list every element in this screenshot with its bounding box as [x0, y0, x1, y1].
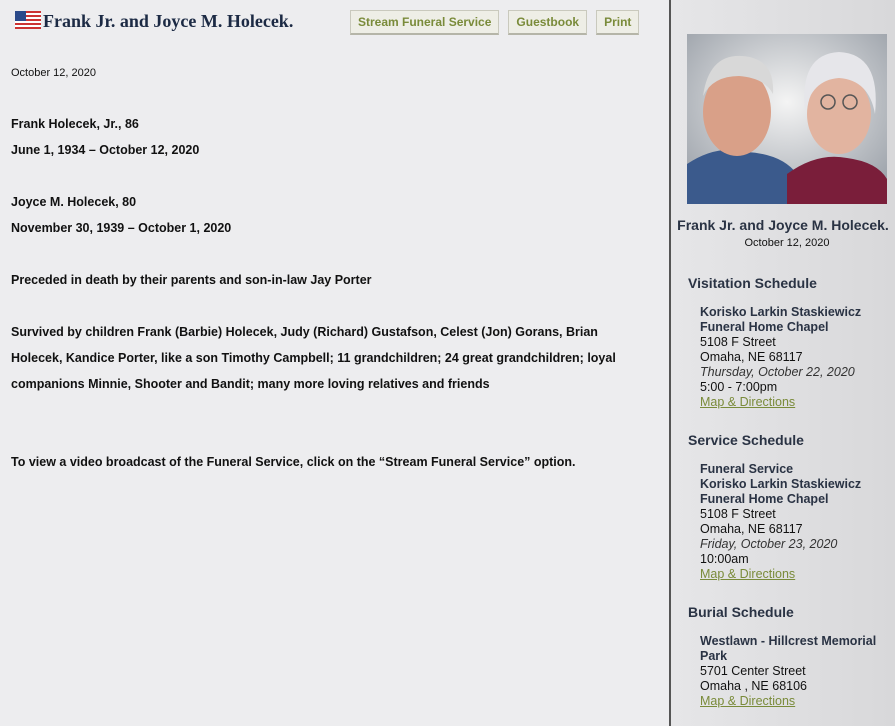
- photo-caption-name: Frank Jr. and Joyce M. Holecek.: [677, 217, 889, 233]
- print-button[interactable]: Print: [596, 10, 639, 35]
- survived-by: Survived by children Frank (Barbie) Holecek, Judy (Richard) Gustafson, Celest (Jon) Gorans, Brian Holecek, Kandice Porter, like a son Timothy Campbell; 11 grandchildren; 24 great grandchildren; loyal companions Minnie, Shooter and Bandit; many more loving relatives and friends: [11, 325, 616, 391]
- visitation-street: 5108 F Street: [700, 335, 776, 349]
- service-street: 5108 F Street: [700, 507, 776, 521]
- service-time: 10:00am: [700, 552, 749, 566]
- photo-caption-date: October 12, 2020: [744, 237, 830, 249]
- burial-heading: Burial Schedule: [688, 604, 794, 620]
- service-heading: Service Schedule: [688, 432, 804, 448]
- title-text: Frank Jr. and Joyce M. Holecek.: [43, 11, 294, 31]
- visitation-time: 5:00 - 7:00pm: [700, 380, 778, 394]
- stream-instructions: To view a video broadcast of the Funeral Service, click on the “Stream Funeral Service” option.: [11, 455, 576, 469]
- joyce-dates: November 30, 1939 – October 1, 2020: [11, 221, 232, 235]
- us-flag-icon: [15, 11, 41, 29]
- obituary-text: [11, 111, 651, 475]
- visitation-place: Korisko Larkin Staskiewicz Funeral Home Chapel: [700, 305, 862, 334]
- burial-place: Westlawn - Hillcrest Memorial Park: [700, 634, 877, 663]
- visitation-city: Omaha, NE 68117: [700, 350, 803, 364]
- joyce-name-age: Joyce M. Holecek, 80: [11, 195, 137, 209]
- frank-name-age: Frank Holecek, Jr., 86: [11, 117, 139, 131]
- obituary-date: October 12, 2020: [11, 67, 97, 79]
- memorial-photo: [687, 34, 887, 204]
- visitation-heading: Visitation Schedule: [688, 275, 817, 291]
- action-buttons: [350, 10, 639, 35]
- service-schedule: [688, 433, 888, 582]
- burial-map-link[interactable]: Map & Directions: [700, 694, 796, 708]
- visitation-date: Thursday, October 22, 2020: [700, 365, 855, 379]
- guestbook-button[interactable]: Guestbook: [508, 10, 587, 35]
- visitation-schedule: [688, 276, 888, 410]
- service-place: Korisko Larkin Staskiewicz Funeral Home Chapel: [700, 477, 862, 506]
- service-map-link[interactable]: Map & Directions: [700, 567, 796, 581]
- service-city: Omaha, NE 68117: [700, 522, 803, 536]
- preceded-in-death: Preceded in death by their parents and son-in-law Jay Porter: [11, 273, 372, 287]
- stream-funeral-service-button[interactable]: Stream Funeral Service: [350, 10, 499, 35]
- frank-dates: June 1, 1934 – October 12, 2020: [11, 143, 200, 157]
- visitation-map-link[interactable]: Map & Directions: [700, 395, 796, 409]
- service-name: Funeral Service: [700, 462, 794, 476]
- burial-street: 5701 Center Street: [700, 664, 806, 678]
- burial-schedule: [688, 605, 888, 709]
- page-title: [15, 8, 345, 34]
- burial-city: Omaha , NE 68106: [700, 679, 808, 693]
- service-date: Friday, October 23, 2020: [700, 537, 838, 551]
